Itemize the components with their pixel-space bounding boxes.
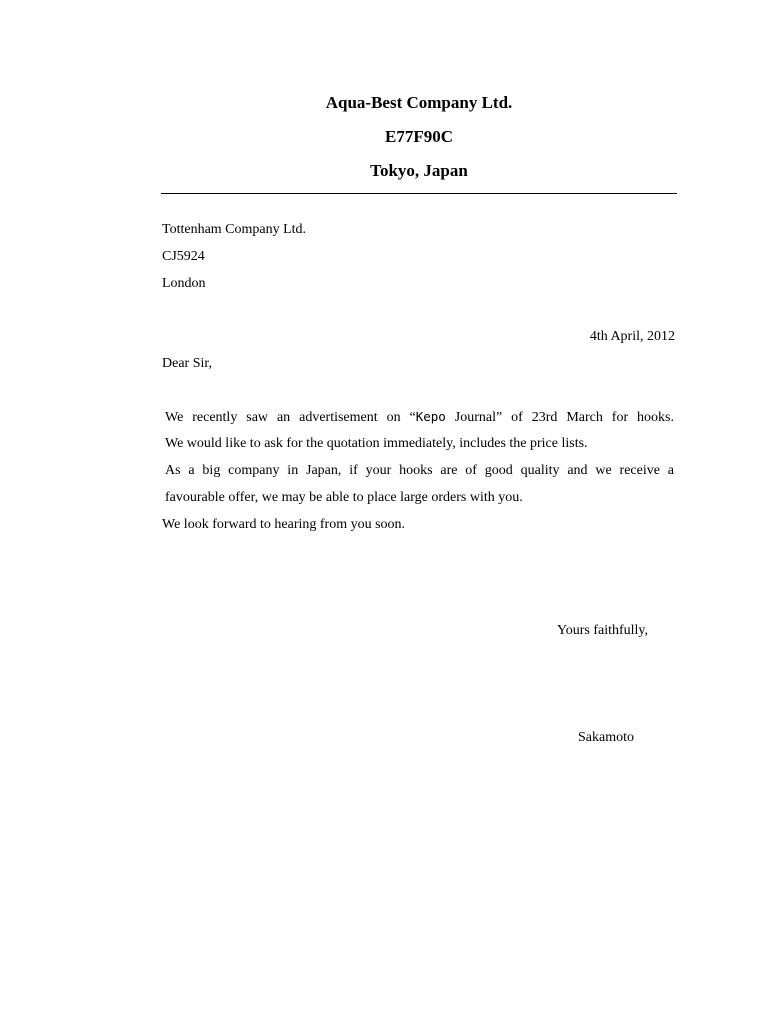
signature-name: Sakamoto <box>578 730 634 745</box>
recipient-city: London <box>162 276 206 291</box>
body-line-5: We look forward to hearing from you soon. <box>162 517 406 532</box>
salutation: Dear Sir, <box>162 356 212 371</box>
letterhead-divider <box>161 193 677 194</box>
recipient-company: Tottenham Company Ltd. <box>162 222 307 237</box>
body-line-1-end: Journal” of 23rd March for hooks. <box>445 410 674 425</box>
body-line-3: As a big company in Japan, if your hooks are of good quality and we receive a <box>165 463 674 478</box>
sender-company-code: E77F90C <box>385 127 453 146</box>
sender-company-name: Aqua-Best Company Ltd. <box>325 93 513 112</box>
letter-date: 4th April, 2012 <box>589 329 675 344</box>
journal-name: Kepo <box>415 409 446 424</box>
body-line-4: favourable offer, we may be able to place large orders with you. <box>165 490 523 505</box>
body-line-1 <box>165 408 674 427</box>
body-line-2: We would like to ask for the quotation immediately, includes the price lists. <box>165 436 588 451</box>
body-line-1-start: We recently saw an advertisement on “ <box>165 410 416 425</box>
recipient-code: CJ5924 <box>162 249 205 264</box>
closing: Yours faithfully, <box>557 623 649 638</box>
sender-location: Tokyo, Japan <box>370 161 468 180</box>
